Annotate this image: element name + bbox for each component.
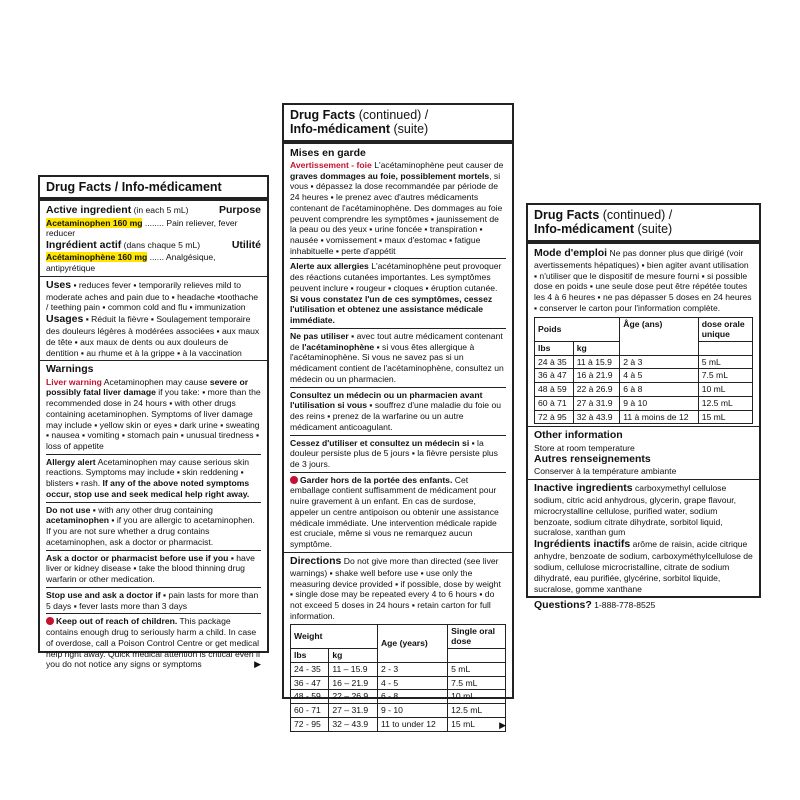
usages-section: Usages ▪ Réduit la fièvre ▪ Soulagement temporaire des douleurs légères à modérées associées ▪ aux maux de tête ▪ aux maux de dents ou aux douleurs de dentition ▪ au rhume et à la grippe ▪ à la vaccination — [46, 313, 260, 358]
table-cell: 10 mL — [448, 690, 506, 704]
table-cell: 27 – 31.9 — [329, 704, 378, 718]
ne-pas-utiliser: Ne pas utiliser ▪ avec tout autre médicament contenant de l'acétaminophène ▪ si vous êtes allergique à l'acétaminophène. Si vous ne savez pas si un médicament contient de l'acétaminophène, consultez un médecin ou un pharmacien. — [290, 330, 504, 384]
dosage-row-en — [291, 717, 506, 731]
table-cell: 16 – 21.9 — [329, 676, 378, 690]
liver-warning: Liver warning Acetaminophen may cause severe or possibly fatal liver damage if you take: ▪ more than the recommended dose in 24 hours ▪ with other drugs containing acetaminophen. Symptoms of liver damage may include ▪ yellow skin or eyes ▪ dark urine ▪ sweating ▪ nausea ▪ vomiting ▪ stomach pain ▪ unusual tiredness ▪ loss of appetite — [46, 376, 261, 452]
uses-section: Uses ▪ reduces fever ▪ temporarily relieves mild to moderate aches and pain due to ▪ headache ▪toothache / teething pain ▪ common cold and flu ▪ immunization — [46, 278, 259, 313]
table-cell: 11 à 15.9 — [573, 355, 620, 369]
table-cell: 60 à 71 — [535, 396, 574, 410]
table-cell: 72 - 95 — [291, 717, 329, 731]
table-cell: 4 - 5 — [377, 676, 447, 690]
table-cell: 27 à 31.9 — [573, 396, 620, 410]
avertissement-foie: Avertissement - foie L'acétaminophène peut causer de graves dommages au foie, possiblement mortels, si vous ▪ dépassez la dose recommandée par période de 24 heures ▪ le prenez avec d'autres médicaments contenant de l'acétaminophène. Des dommages au foie peuvent comprendre les symptômes ▪ jaunissement de la peau ou des yeux ▪ urine foncée ▪ transpiration ▪ nausée ▪ vomissement ▪ maux d'estomac ▪ fatigue inhabituelle ▪ perte d'appétit — [290, 159, 504, 256]
dosage-row-en — [291, 704, 506, 718]
drug-facts-panel-3 — [526, 203, 761, 612]
table-cell: 11 à moins de 12 — [620, 410, 698, 424]
drug-facts-panel-1 — [38, 175, 269, 670]
table-cell: 7.5 mL — [698, 369, 752, 383]
table-cell: 2 - 3 — [377, 662, 447, 676]
table-cell: 48 - 59 — [291, 690, 329, 704]
table-cell: 12.5 mL — [448, 704, 506, 718]
mises-en-garde-heading: Mises en garde — [290, 146, 366, 159]
alerte-allergies: Alerte aux allergies L'acétaminophène peut provoquer des réactions cutanées importantes. Les symptômes peuvent inclure ▪ rougeur ▪ cloques ▪ éruption cutanée. Si vous constatez l'un de ces symptômes, cessez l'utilisation et obtenez une assistance médicale immédiate. — [290, 261, 502, 326]
dosage-row-fr — [535, 396, 753, 410]
consultez-medecin: Consultez un médecin ou un pharmacien avant l'utilisation si vous ▪ souffrez d'une maladie du foie ou des reins ▪ prenez de la warfarine ou un autre médicament anticoagulant. — [290, 389, 502, 432]
drug-facts-panel-2 — [282, 103, 514, 730]
dosage-row-fr — [535, 383, 753, 397]
panel-2-title: Drug Facts (continued) / Info-médicament (suite) — [290, 108, 429, 137]
table-cell: 6 - 8 — [377, 690, 447, 704]
table-cell: 36 à 47 — [535, 369, 574, 383]
autres-renseignements-text: Conserver à la température ambiante — [534, 466, 677, 477]
panel-3-title: Drug Facts (continued) / Info-médicament (suite) — [534, 208, 673, 237]
warning-dot-icon — [46, 617, 54, 625]
allergy-alert: Allergy alert Acetaminophen may cause serious skin reactions. Symptoms may include ▪ skin reddening ▪ blisters ▪ rash. If any of the above noted symptoms occur, stop use and seek medical help right away. — [46, 456, 250, 499]
table-cell: 24 - 35 — [291, 662, 329, 676]
keep-out-of-reach: Keep out of reach of children. This package contains enough drug to seriously harm a child. In case of overdose, call a Poison Control Centre or get medical help right away. Quick medical attention is critical even if you do not notice any signs or symptoms ▶ — [46, 616, 261, 670]
dosage-table-en: Weight Age (years) Single oral dose lbs kg 24 - 35 11 – 15.9 2 - 3 5 mL 36 - 47 16 – 21.9 4 - 5 7.5 mL 48 - 59 22 – 26.9 6 - 8 10 mL 60 - 71 27 – 31.9 9 - 10 12.5 mL 72 - 95 32 – 43.9 11 to under 12 15 mL — [290, 624, 506, 732]
other-information-text: Store at room temperature — [534, 442, 635, 453]
do-not-use: Do not use ▪ with any other drug containing acetaminophen ▪ if you are allergic to acetaminophen. If you are not sure whether a drug contains acetaminophen, ask a doctor or pharmacist. — [46, 504, 255, 547]
warnings-heading: Warnings — [46, 363, 94, 376]
dosage-row-en — [291, 662, 506, 676]
table-cell: 15 mL — [448, 717, 506, 731]
table-cell: 22 à 26.9 — [573, 383, 620, 397]
actif-ingredient-header: Ingrédient actif (dans chaque 5 mL) Utilité — [46, 238, 261, 251]
mode-emploi: Mode d'emploi Ne pas donner plus que dirigé (voir avertissements hépatiques) ▪ bien agiter avant utilisation ▪ n'utiliser que le dispositif de mesure fourni ▪ si possible dose en poids ▪ une seule dose peut être répétée toutes les 4 à 6 heures ▪ ne pas dépasser 5 doses en 24 heures ▪ conserver le carton pour l'information complète. — [534, 246, 752, 313]
dosage-row-fr — [535, 355, 753, 369]
questions-line: Questions? 1-888-778-8525 — [534, 599, 656, 612]
continue-arrow-icon: ▶ — [254, 659, 261, 670]
table-cell: 7.5 mL — [448, 676, 506, 690]
warning-dot-icon — [290, 476, 298, 484]
table-cell: 2 à 3 — [620, 355, 698, 369]
active-ingredient-header: Active ingredient (in each 5 mL) Purpose — [46, 204, 261, 217]
other-information-heading: Other information — [534, 429, 623, 442]
autres-renseignements-heading: Autres renseignements — [534, 453, 651, 466]
ingredients-inactifs: Ingrédients inactifs arôme de raisin, acide citrique anhydre, benzoate de sodium, carboxyméthylcellulose de sodium, cellulose microcristalline, citrate de sodium dihydraté, eau purifiée, glycérine, sorbitol liquide, sucralose, gomme xanthane — [534, 538, 753, 594]
inactive-ingredients: Inactive ingredients carboxymethyl cellulose sodium, citric acid anhydrous, glycerin, grape flavour, microcrystalline cellulose, purified water, sodium benzoate, sodium citrate dihydrate, sorbitol liquid, sucralose, xanthan gum — [534, 482, 737, 538]
table-cell: 72 à 95 — [535, 410, 574, 424]
cessez-utiliser: Cessez d'utiliser et consultez un médecin si ▪ la douleur persiste plus de 5 jours ▪ la fièvre persiste plus de 3 jours. — [290, 437, 498, 469]
dosage-row-fr — [535, 410, 753, 424]
active-ingredient-fr: Acétaminophène 160 mg ...... Analgésique, antipyrétique — [46, 252, 216, 273]
table-cell: 5 mL — [698, 355, 752, 369]
table-cell: 10 mL — [698, 383, 752, 397]
directions-section: Directions Do not give more than directed (see liver warnings) ▪ shake well before use ▪ use only the measuring device provided ▪ if possible, dose by weight ▪ single dose may be repeated every 4 to 6 hours ▪ do not exceed 5 doses in 24 hours ▪ retain carton for full information. — [290, 554, 501, 621]
table-cell: 11 – 15.9 — [329, 662, 378, 676]
panel-1-title: Drug Facts / Info-médicament — [46, 180, 222, 194]
table-cell: 15 mL — [698, 410, 752, 424]
dosage-row-en — [291, 676, 506, 690]
table-cell: 48 à 59 — [535, 383, 574, 397]
table-cell: 4 à 5 — [620, 369, 698, 383]
table-cell: 22 – 26.9 — [329, 690, 378, 704]
dosage-row-fr — [535, 369, 753, 383]
table-cell: 32 à 43.9 — [573, 410, 620, 424]
table-cell: 12.5 mL — [698, 396, 752, 410]
garder-hors-portee: Garder hors de la portée des enfants. Cet emballage contient suffisamment de médicament pour nuire gravement à un enfant. En cas de surdose, appeler un centre antipoison ou obtenir une assistance médicale immédiate. Une intervention médicale rapide est cruciale, même si vous ne remarquez aucun symptôme. — [290, 474, 499, 550]
table-cell: 32 – 43.9 — [329, 717, 378, 731]
table-cell: 5 mL — [448, 662, 506, 676]
continue-arrow-icon: ▶ — [499, 719, 506, 730]
table-cell: 9 à 10 — [620, 396, 698, 410]
table-cell: 9 - 10 — [377, 704, 447, 718]
table-cell: 6 à 8 — [620, 383, 698, 397]
stop-use: Stop use and ask a doctor if ▪ pain lasts for more than 5 days ▪ fever lasts more than 3 days — [46, 589, 259, 611]
table-cell: 60 - 71 — [291, 704, 329, 718]
table-cell: 16 à 21.9 — [573, 369, 620, 383]
ask-doctor: Ask a doctor or pharmacist before use if you ▪ have liver or kidney disease ▪ take the blood thinning drug warfarin or other medication. — [46, 552, 255, 585]
table-cell: 24 à 35 — [535, 355, 574, 369]
dosage-row-en — [291, 690, 506, 704]
active-ingredient-en: Acetaminophen 160 mg ........ Pain reliever, fever reducer — [46, 217, 238, 239]
dosage-table-fr: Poids Âge (ans) dose orale unique lbs kg 24 à 35 11 à 15.9 2 à 3 5 mL 36 à 47 16 à 21.9 4 à 5 7.5 mL 48 à 59 22 à 26.9 6 à 8 10 mL 60 à 71 27 à 31.9 9 à 10 12.5 mL 72 à 95 32 à 43.9 11 à moins de 12 15 mL — [534, 317, 753, 425]
table-cell: 11 to under 12 — [377, 717, 447, 731]
table-cell: 36 - 47 — [291, 676, 329, 690]
